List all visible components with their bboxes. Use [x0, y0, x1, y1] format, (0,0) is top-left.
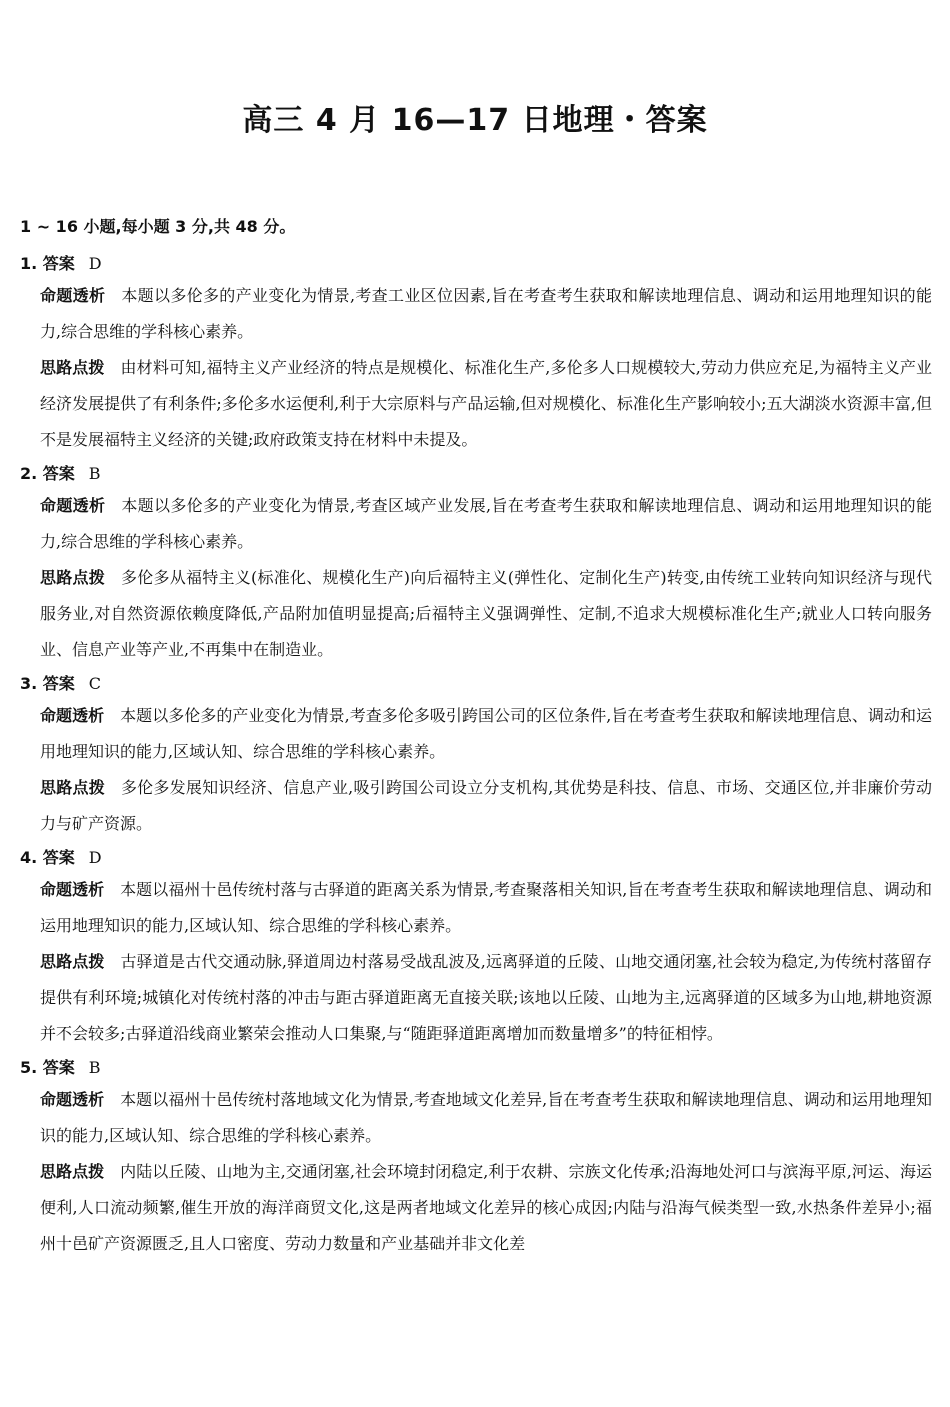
analysis-text: 本题以多伦多的产业变化为情景,考查工业区位因素,旨在考查考生获取和解读地理信息、调动和运用地理知识的能力,综合思维的学科核心素养。: [40, 286, 932, 341]
answer-label: 5. 答案: [20, 1058, 75, 1077]
analysis-label: 命题透析: [40, 1090, 105, 1109]
analysis-text: 本题以福州十邑传统村落与古驿道的距离关系为情景,考查聚落相关知识,旨在考查考生获取和解读地理信息、调动和运用地理知识的能力,区域认知、综合思维的学科核心素养。: [40, 880, 932, 935]
analysis-paragraph: [20, 1082, 932, 1154]
analysis-label: 命题透析: [40, 880, 105, 899]
analysis-paragraph: [20, 488, 932, 560]
thinking-paragraph: [20, 770, 932, 842]
question-item: [20, 460, 932, 668]
thinking-paragraph: [20, 944, 932, 1052]
analysis-text: 本题以多伦多的产业变化为情景,考查区域产业发展,旨在考查考生获取和解读地理信息、调动和运用地理知识的能力,综合思维的学科核心素养。: [40, 496, 932, 551]
question-item: [20, 1054, 932, 1262]
thinking-label: 思路点拨: [40, 358, 105, 377]
answer-line: [20, 250, 932, 278]
answer-line: [20, 1054, 932, 1082]
analysis-paragraph: [20, 278, 932, 350]
answer-value: B: [88, 464, 101, 483]
thinking-paragraph: [20, 560, 932, 668]
analysis-text: 本题以多伦多的产业变化为情景,考查多伦多吸引跨国公司的区位条件,旨在考查考生获取和解读地理信息、调动和运用地理知识的能力,区域认知、综合思维的学科核心素养。: [40, 706, 932, 761]
answer-value: D: [88, 848, 102, 867]
analysis-label: 命题透析: [40, 706, 105, 725]
thinking-text: 由材料可知,福特主义产业经济的特点是规模化、标准化生产,多伦多人口规模较大,劳动力供应充足,为福特主义产业经济发展提供了有利条件;多伦多水运便利,利于大宗原料与产品运输,但对规模化、标准化生产影响较小;五大湖淡水资源丰富,但不是发展福特主义经济的关键;政府政策支持在材料中未提及。: [40, 358, 932, 449]
analysis-paragraph: [20, 872, 932, 944]
answer-label: 1. 答案: [20, 254, 75, 273]
thinking-paragraph: [20, 1154, 932, 1262]
answer-line: [20, 844, 932, 872]
question-item: [20, 250, 932, 458]
answer-label: 3. 答案: [20, 674, 75, 693]
page-title: 高三 4 月 16—17 日地理・答案: [242, 103, 708, 138]
analysis-label: 命题透析: [40, 286, 106, 305]
thinking-text: 多伦多从福特主义(标准化、规模化生产)向后福特主义(弹性化、定制化生产)转变,由传统工业转向知识经济与现代服务业,对自然资源依赖度降低,产品附加值明显提高;后福特主义强调弹性、定制,不追求大规模标准化生产;就业人口转向服务业、信息产业等产业,不再集中在制造业。: [40, 568, 932, 659]
thinking-label: 思路点拨: [40, 778, 105, 797]
thinking-text: 古驿道是古代交通动脉,驿道周边村落易受战乱波及,远离驿道的丘陵、山地交通闭塞,社会较为稳定,为传统村落留存提供有利环境;城镇化对传统村落的冲击与距古驿道距离无直接关联;该地以丘陵、山地为主,远离驿道的区域多为山地,耕地资源并不会较多;古驿道沿线商业繁荣会推动人口集聚,与“随距驿道距离增加而数量增多”的特征相悖。: [40, 952, 932, 1043]
question-item: [20, 670, 932, 842]
answer-value: D: [88, 254, 102, 273]
analysis-paragraph: [20, 698, 932, 770]
answer-label: 2. 答案: [20, 464, 75, 483]
analysis-text: 本题以福州十邑传统村落地域文化为情景,考查地域文化差异,旨在考查考生获取和解读地理信息、调动和运用地理知识的能力,区域认知、综合思维的学科核心素养。: [40, 1090, 932, 1145]
thinking-text: 内陆以丘陵、山地为主,交通闭塞,社会环境封闭稳定,利于农耕、宗族文化传承;沿海地处河口与滨海平原,河运、海运便利,人口流动频繁,催生开放的海洋商贸文化,这是两者地域文化差异的核心成因;内陆与沿海气候类型一致,水热条件差异小;福州十邑矿产资源匮乏,且人口密度、劳动力数量和产业基础并非文化差: [40, 1162, 932, 1253]
thinking-label: 思路点拨: [40, 568, 105, 587]
analysis-label: 命题透析: [40, 496, 106, 515]
answer-line: [20, 670, 932, 698]
thinking-label: 思路点拨: [40, 952, 105, 971]
answer-line: [20, 460, 932, 488]
thinking-text: 多伦多发展知识经济、信息产业,吸引跨国公司设立分支机构,其优势是科技、信息、市场、交通区位,并非廉价劳动力与矿产资源。: [40, 778, 932, 833]
question-item: [20, 844, 932, 1052]
question-list: [20, 250, 932, 1264]
answer-label: 4. 答案: [20, 848, 75, 867]
thinking-paragraph: [20, 350, 932, 458]
answer-value: C: [88, 674, 102, 693]
thinking-label: 思路点拨: [40, 1162, 105, 1181]
scoring-intro: 1 ~ 16 小题,每小题 3 分,共 48 分。: [20, 217, 296, 236]
answer-value: B: [88, 1058, 101, 1077]
